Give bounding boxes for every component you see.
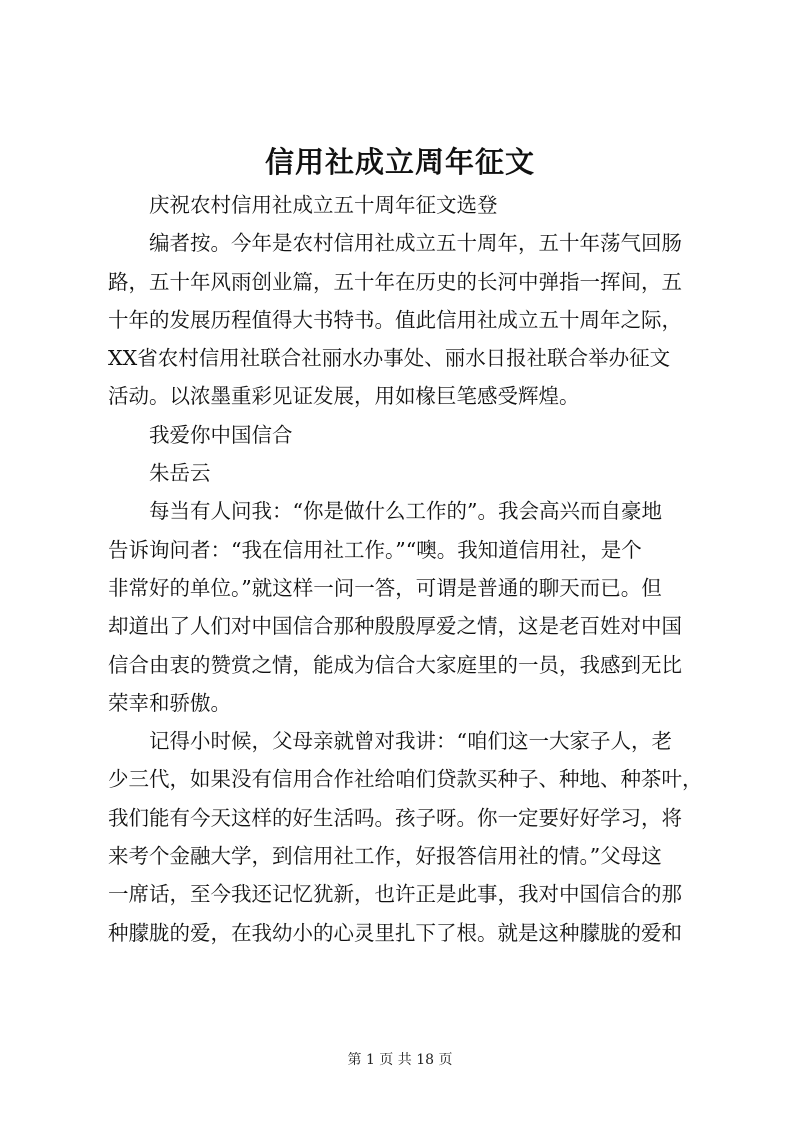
page-footer: 第 1 页 共 18 页 [347,1052,453,1068]
editor-note-paragraph: 编者按。今年是农村信用社成立五十周年，五十年荡气回肠 路，五十年风雨创业篇，五十年在历史的长河中弹指一挥间，五 十年的发展历程值得大书特书。值此信用社成立五十周年之际， XX省农村信用社联合社丽水办事处、丽水日报社联合举办征文 活动。以浓墨重彩见证发展，用如椽巨笔感受辉煌。 [108,231,682,409]
author-paragraph: 朱岳云 [149,461,211,486]
article-title-paragraph: 我爱你中国信合 [149,422,293,447]
subtitle-paragraph: 庆祝农村信用社成立五十周年征文选登 [149,193,498,217]
document-title: 信用社成立周年征文 [264,145,535,179]
body-paragraph: 每当有人问我：“你是做什么工作的”。我会高兴而自豪地 告诉询问者：“我在信用社工作。”“噢。我知道信用社，是个 非常好的单位。”就这样一问一答，可谓是普通的聊天而已。但 却道出了人们对中国信合那种殷殷厚爱之情，这是老百姓对中国 信合由衷的赞赏之情，能成为信合大家庭里的一员，我感到无比 荣幸和骄傲。 [108,499,682,715]
body-paragraph: 记得小时候，父母亲就曾对我讲：“咱们这一大家子人，老 少三代，如果没有信用合作社给咱们贷款买种子、种地、种茶叶， 我们能有今天这样的好生活吗。孩子呀。你一定要好好学习，将 来考个金融大学，到信用社工作，好报答信用社的情。”父母这 一席话，至今我还记忆犹新，也许正是此事，我对中国信合的那 种朦胧的爱，在我幼小的心灵里扎下了根。就是这种朦胧的爱和 [108,729,703,945]
document-body [108,186,708,952]
